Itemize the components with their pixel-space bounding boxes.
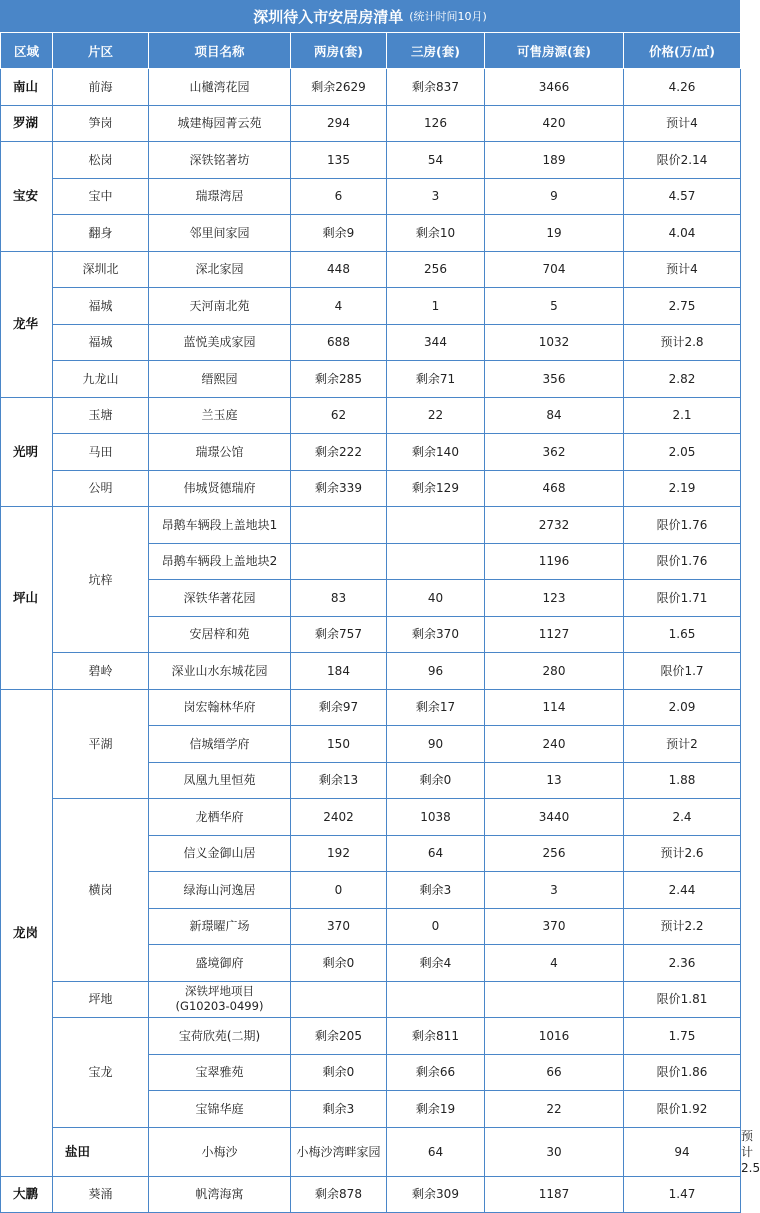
available-cell: 3440 — [485, 799, 624, 836]
price-cell: 1.47 — [624, 1176, 741, 1213]
available-cell: 4 — [485, 945, 624, 982]
available-cell: 240 — [485, 726, 624, 763]
table-row — [1, 799, 741, 836]
three-room-cell: 剩余811 — [387, 1018, 485, 1055]
table-row — [1, 397, 741, 434]
available-cell: 1187 — [485, 1176, 624, 1213]
table-row — [1, 470, 741, 507]
project-cell: 帆湾海寓 — [149, 1176, 291, 1213]
two-room-cell: 0 — [291, 872, 387, 909]
two-room-cell: 剩余9 — [291, 215, 387, 252]
area-cell: 翻身 — [53, 215, 149, 252]
price-cell: 预计2.8 — [624, 324, 741, 361]
table-row — [1, 105, 741, 142]
project-cell: 新璟曜广场 — [149, 908, 291, 945]
area-cell: 九龙山 — [53, 361, 149, 398]
table-title-bar — [0, 0, 740, 32]
two-room-cell: 剩余205 — [291, 1018, 387, 1055]
table-row — [1, 361, 741, 398]
header-project: 项目名称 — [149, 33, 291, 69]
two-room-cell: 150 — [291, 726, 387, 763]
two-room-cell: 83 — [291, 580, 387, 617]
project-cell: 兰玉庭 — [149, 397, 291, 434]
available-cell: 356 — [485, 361, 624, 398]
three-room-cell: 22 — [387, 397, 485, 434]
project-cell — [149, 981, 291, 1018]
project-cell: 深铁铭著坊 — [149, 142, 291, 179]
three-room-cell: 剩余0 — [387, 762, 485, 799]
district-cell: 罗湖 — [1, 105, 53, 142]
two-room-cell: 剩余757 — [291, 616, 387, 653]
two-room-cell: 剩余339 — [291, 470, 387, 507]
price-cell: 1.75 — [624, 1018, 741, 1055]
district-cell: 光明 — [1, 397, 53, 507]
available-cell: 13 — [485, 762, 624, 799]
three-room-cell: 256 — [387, 251, 485, 288]
available-cell: 3466 — [485, 69, 624, 106]
price-cell: 2.44 — [624, 872, 741, 909]
price-cell: 限价1.71 — [624, 580, 741, 617]
three-room-cell: 30 — [485, 1127, 624, 1176]
available-cell: 189 — [485, 142, 624, 179]
available-cell: 9 — [485, 178, 624, 215]
three-room-cell: 96 — [387, 653, 485, 690]
district-cell: 龙华 — [1, 251, 53, 397]
available-cell: 94 — [624, 1127, 741, 1176]
area-cell: 松岗 — [53, 142, 149, 179]
two-room-cell — [291, 507, 387, 544]
available-cell: 362 — [485, 434, 624, 471]
price-cell: 限价1.76 — [624, 507, 741, 544]
area-cell: 坑梓 — [53, 507, 149, 653]
available-cell: 468 — [485, 470, 624, 507]
two-room-cell: 688 — [291, 324, 387, 361]
table-row — [1, 324, 741, 361]
area-cell: 平湖 — [53, 689, 149, 799]
project-cell: 山樾湾花园 — [149, 69, 291, 106]
project-cell: 信城缙学府 — [149, 726, 291, 763]
available-cell: 1196 — [485, 543, 624, 580]
available-cell: 2732 — [485, 507, 624, 544]
three-room-cell: 3 — [387, 178, 485, 215]
three-room-cell: 344 — [387, 324, 485, 361]
two-room-cell: 剩余285 — [291, 361, 387, 398]
two-room-cell: 64 — [387, 1127, 485, 1176]
project-cell: 安居梓和苑 — [149, 616, 291, 653]
project-cell: 深铁华著花园 — [149, 580, 291, 617]
two-room-cell: 448 — [291, 251, 387, 288]
three-room-cell: 剩余19 — [387, 1091, 485, 1128]
available-cell — [485, 981, 624, 1018]
project-name-line: 深铁坪地项目 — [185, 984, 254, 999]
header-three-room: 三房(套) — [387, 33, 485, 69]
project-cell: 绿海山河逸居 — [149, 872, 291, 909]
two-room-cell: 4 — [291, 288, 387, 325]
three-room-cell — [387, 507, 485, 544]
available-cell: 280 — [485, 653, 624, 690]
two-room-cell: 剩余222 — [291, 434, 387, 471]
two-room-cell: 剩余878 — [291, 1176, 387, 1213]
price-cell: 1.88 — [624, 762, 741, 799]
district-cell: 龙岗 — [1, 689, 53, 1176]
table-row — [1, 1176, 741, 1213]
available-cell: 1016 — [485, 1018, 624, 1055]
available-cell: 123 — [485, 580, 624, 617]
three-room-cell — [387, 981, 485, 1018]
two-room-cell: 剩余0 — [291, 945, 387, 982]
project-cell: 邻里间家园 — [149, 215, 291, 252]
two-room-cell: 192 — [291, 835, 387, 872]
project-cell: 深业山水东城花园 — [149, 653, 291, 690]
project-cell: 信义金御山居 — [149, 835, 291, 872]
available-cell: 370 — [485, 908, 624, 945]
three-room-cell: 126 — [387, 105, 485, 142]
area-cell: 笋岗 — [53, 105, 149, 142]
available-cell: 256 — [485, 835, 624, 872]
header-row — [1, 33, 741, 69]
project-cell: 凤凰九里恒苑 — [149, 762, 291, 799]
available-cell: 84 — [485, 397, 624, 434]
price-cell: 预计4 — [624, 105, 741, 142]
district-cell: 南山 — [1, 69, 53, 106]
three-room-cell: 剩余71 — [387, 361, 485, 398]
price-cell: 限价1.76 — [624, 543, 741, 580]
two-room-cell: 135 — [291, 142, 387, 179]
available-cell: 420 — [485, 105, 624, 142]
housing-table — [0, 32, 760, 1213]
table-row — [1, 288, 741, 325]
project-cell: 小梅沙湾畔家园 — [291, 1127, 387, 1176]
available-cell: 66 — [485, 1054, 624, 1091]
area-cell: 小梅沙 — [149, 1127, 291, 1176]
three-room-cell: 剩余129 — [387, 470, 485, 507]
area-cell: 公明 — [53, 470, 149, 507]
price-cell: 2.4 — [624, 799, 741, 836]
price-cell: 2.75 — [624, 288, 741, 325]
header-district: 区域 — [1, 33, 53, 69]
project-cell: 天河南北苑 — [149, 288, 291, 325]
three-room-cell: 剩余10 — [387, 215, 485, 252]
price-cell: 2.1 — [624, 397, 741, 434]
project-cell: 宝荷欣苑(二期) — [149, 1018, 291, 1055]
table-row — [1, 507, 741, 544]
price-cell: 2.09 — [624, 689, 741, 726]
three-room-cell: 64 — [387, 835, 485, 872]
project-cell: 缙熙园 — [149, 361, 291, 398]
two-room-cell: 62 — [291, 397, 387, 434]
area-cell: 马田 — [53, 434, 149, 471]
three-room-cell: 54 — [387, 142, 485, 179]
three-room-cell: 40 — [387, 580, 485, 617]
two-room-cell: 6 — [291, 178, 387, 215]
available-cell: 1032 — [485, 324, 624, 361]
header-price: 价格(万/㎡) — [624, 33, 741, 69]
price-cell: 2.05 — [624, 434, 741, 471]
header-area: 片区 — [53, 33, 149, 69]
table-row — [1, 981, 741, 1018]
project-cell: 昂鹅车辆段上盖地块1 — [149, 507, 291, 544]
three-room-cell — [387, 543, 485, 580]
available-cell: 19 — [485, 215, 624, 252]
price-cell: 1.65 — [624, 616, 741, 653]
three-room-cell: 1038 — [387, 799, 485, 836]
project-cell: 昂鹅车辆段上盖地块2 — [149, 543, 291, 580]
two-room-cell: 294 — [291, 105, 387, 142]
area-cell: 深圳北 — [53, 251, 149, 288]
project-cell: 深北家园 — [149, 251, 291, 288]
two-room-cell: 2402 — [291, 799, 387, 836]
two-room-cell: 184 — [291, 653, 387, 690]
project-cell: 城建梅园菁云苑 — [149, 105, 291, 142]
three-room-cell: 剩余837 — [387, 69, 485, 106]
price-cell: 限价1.81 — [624, 981, 741, 1018]
table-title: 深圳待入市安居房清单 — [253, 7, 404, 26]
price-cell: 预计4 — [624, 251, 741, 288]
table-row — [1, 215, 741, 252]
three-room-cell: 0 — [387, 908, 485, 945]
available-cell: 114 — [485, 689, 624, 726]
price-cell: 限价1.7 — [624, 653, 741, 690]
area-cell: 宝中 — [53, 178, 149, 215]
district-cell: 大鹏 — [1, 1176, 53, 1213]
district-cell: 坪山 — [1, 507, 53, 690]
two-room-cell: 剩余0 — [291, 1054, 387, 1091]
project-code-line: (G10203-0499) — [175, 999, 264, 1014]
three-room-cell: 剩余3 — [387, 872, 485, 909]
price-cell: 2.36 — [624, 945, 741, 982]
price-cell: 2.19 — [624, 470, 741, 507]
project-cell: 盛境御府 — [149, 945, 291, 982]
area-cell: 玉塘 — [53, 397, 149, 434]
project-cell: 瑞璟湾居 — [149, 178, 291, 215]
price-cell: 限价1.86 — [624, 1054, 741, 1091]
project-cell: 蓝悦美成家园 — [149, 324, 291, 361]
available-cell: 1127 — [485, 616, 624, 653]
area-cell: 福城 — [53, 288, 149, 325]
two-room-cell: 370 — [291, 908, 387, 945]
price-cell: 限价2.14 — [624, 142, 741, 179]
table-row — [1, 142, 741, 179]
three-room-cell: 剩余140 — [387, 434, 485, 471]
project-cell: 宝锦华庭 — [149, 1091, 291, 1128]
price-cell: 预计2 — [624, 726, 741, 763]
two-room-cell — [291, 981, 387, 1018]
available-cell: 5 — [485, 288, 624, 325]
area-cell: 横岗 — [53, 799, 149, 982]
two-room-cell: 剩余13 — [291, 762, 387, 799]
project-cell: 伟城贤德瑞府 — [149, 470, 291, 507]
two-room-cell: 剩余97 — [291, 689, 387, 726]
header-available: 可售房源(套) — [485, 33, 624, 69]
price-cell: 4.26 — [624, 69, 741, 106]
project-cell: 宝翠雅苑 — [149, 1054, 291, 1091]
table-row: 盐田 小梅沙 小梅沙湾畔家园 64 30 94 预计2.5 — [1, 1127, 741, 1176]
two-room-cell: 剩余2629 — [291, 69, 387, 106]
price-cell: 限价1.92 — [624, 1091, 741, 1128]
table-title-note: (统计时间10月) — [409, 10, 487, 23]
area-cell: 坪地 — [53, 981, 149, 1018]
three-room-cell: 剩余4 — [387, 945, 485, 982]
two-room-cell: 剩余3 — [291, 1091, 387, 1128]
district-cell: 宝安 — [1, 142, 53, 252]
two-room-cell — [291, 543, 387, 580]
area-cell: 前海 — [53, 69, 149, 106]
price-cell: 预计2.2 — [624, 908, 741, 945]
price-cell: 2.82 — [624, 361, 741, 398]
area-cell: 葵涌 — [53, 1176, 149, 1213]
table-row — [1, 653, 741, 690]
project-cell: 龙栖华府 — [149, 799, 291, 836]
three-room-cell: 剩余17 — [387, 689, 485, 726]
three-room-cell: 剩余309 — [387, 1176, 485, 1213]
table-row — [1, 689, 741, 726]
header-two-room: 两房(套) — [291, 33, 387, 69]
available-cell: 3 — [485, 872, 624, 909]
district-cell: 盐田 — [53, 1127, 149, 1176]
project-cell: 岗宏翰林华府 — [149, 689, 291, 726]
table-row — [1, 434, 741, 471]
table-row — [1, 1018, 741, 1055]
three-room-cell: 剩余370 — [387, 616, 485, 653]
three-room-cell: 90 — [387, 726, 485, 763]
table-row — [1, 251, 741, 288]
price-cell: 4.04 — [624, 215, 741, 252]
price-cell: 4.57 — [624, 178, 741, 215]
three-room-cell: 1 — [387, 288, 485, 325]
table-row — [1, 178, 741, 215]
available-cell: 704 — [485, 251, 624, 288]
three-room-cell: 剩余66 — [387, 1054, 485, 1091]
area-cell: 碧岭 — [53, 653, 149, 690]
available-cell: 22 — [485, 1091, 624, 1128]
price-cell: 预计2.6 — [624, 835, 741, 872]
area-cell: 宝龙 — [53, 1018, 149, 1128]
table-row — [1, 69, 741, 106]
project-cell: 瑞璟公馆 — [149, 434, 291, 471]
area-cell: 福城 — [53, 324, 149, 361]
